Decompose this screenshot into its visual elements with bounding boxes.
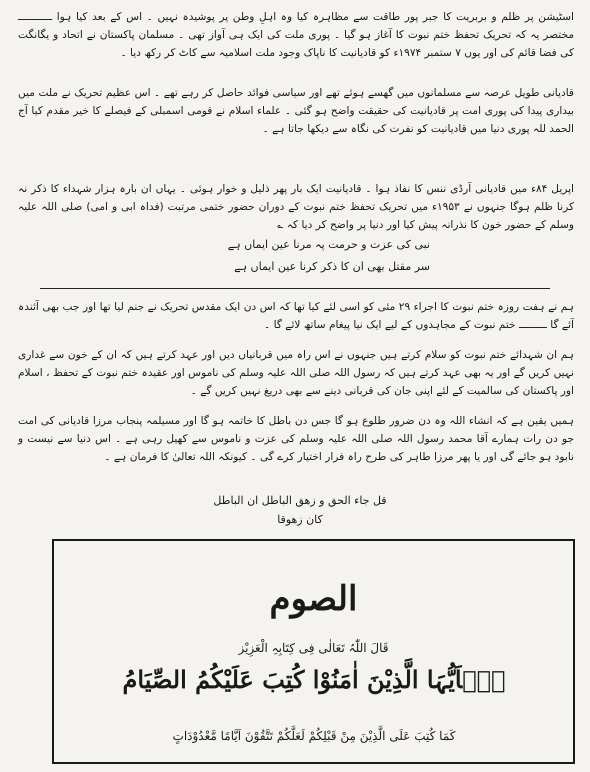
section-divider: [40, 288, 550, 289]
closing-verse-line-2: کان زھوقا: [277, 513, 323, 526]
box-verse: یٰۤاَیُّہَا الَّذِیْنَ اٰمَنُوْا کُتِبَ عَلَیْکُمُ الصِّیَامُ: [122, 665, 506, 694]
couplet-line-2: سر مقتل بھی ان کا ذکر کرنا عین ایماں ہے: [234, 260, 430, 273]
paragraph-1: اسٹیشن پر ظلم و بربریت کا جبر پور طاقت سے مظاہرہ کیا وہ اہلِ وطن پر پوشیدہ نہیں ۔ اس کے بعد کیا ہوا ـــــــــــ مختصر یہ کہ تحریک تحفظ ختم نبوت کا آغاز ہو گیا ۔ پوری ملت کی ایک ہی آواز تھی ۔ مسلمان پاکستان نے اتحاد و یگانگت کی فضا قائم کی اور یوں ۷ ستمبر ۱۹۷۴ء کو قادیانیت کا ناپاک وجود ملت اسلامیہ سے کاٹ کر رکھ دیا ۔: [18, 11, 574, 59]
paragraph-2: قادیانی طویل عرصہ سے مسلمانوں میں گھسے ہوئے تھے اور سیاسی فوائد حاصل کر رہے تھے ۔ اس عظیم تحریک نے ملت میں بیداری پیدا کی پوری امت پر قادیانیت کی حقیقت واضح ہو گئی ۔ علماء اسلام نے قومی اسمبلی کے فیصلے کا خیر مقدم کیا آج الحمد للہ پوری دنیا میں قادیانیت کو نفرت کی نگاہ سے دیکھا جاتا ہے ۔: [18, 87, 574, 135]
paragraph-4: ہم نے ہفت روزہ ختم نبوت کا اجراء ۲۹ مئی کو اسی لئے کیا تھا کہ اس دن ایک مقدس تحریک نے جنم لیا تھا اور جب بھی آئندہ آئے گا ـــــــــ ختم نبوت کے مجاہدوں کے لیے ایک نیا پیغام ساتھ لائے گا ۔: [18, 301, 574, 331]
closing-verse-line-1: قل جاء الحق و زھق الباطل ان الباطل: [213, 494, 387, 507]
box-title: الصوم: [269, 579, 358, 619]
paragraph-5: ہم ان شہدائے ختم نبوت کو سلام کرتے ہیں جنہوں نے اس راہ میں قربانیاں دیں اور عہد کرتے ہیں کہ ان کے خون سے غداری نہیں کریں گے اور یہ بھی عہد کرتے ہیں کہ رسول اللہ صلی اللہ علیہ وسلم کی ناموس اور عقیدہ ختم نبوت کے تحفظ ، اسلام اور پاکستان کی سالمیت کے لئے اپنی جان کی قربانی دینے سے بھی دریغ نہیں کریں گے ۔: [18, 349, 574, 397]
paragraph-3: اپریل ۸۴ء میں قادیانی آرڈی ننس کا نفاذ ہوا ۔ قادیانیت ایک بار پھر ذلیل و خوار ہوئی ۔ یہاں ان بارہ ہزار شہداء کا ذکر نہ کرنا ظلم ہوگا جنہوں نے ۱۹۵۳ء میں تحریک تحفظ ختم نبوت کے دوران حضور ختمی مرتبت (فداہ ابی و امی) صلی اللہ علیہ وسلم کے حضور خون کا نذرانہ پیش کیا اور دنیا پر واضح کر دیا کہ ؎: [18, 183, 575, 231]
box-verse-continuation: کَمَا کُتِبَ عَلَی الَّذِیْنَ مِنْ قَبْلِکُمْ لَعَلَّکُمْ تَتَّقُوْنَ اَیَّامًا مَّعْدُوْدَاتٍ: [172, 729, 456, 743]
quran-verse-box: [52, 539, 575, 764]
paragraph-6: ہمیں یقین ہے کہ انشاء اللہ وہ دن ضرور طلوع ہو گا جس دن باطل کا خاتمہ ہو گا اور مسیلمہ پنجاب مرزا قادیانی کی امت جو دن رات ہمارے آقا محمد رسول اللہ صلی اللہ علیہ وسلم کی عزت و ناموس سے کھیل رہی ہے ۔ اس دنیا سے نیست و نابود ہو جائے گی اور یا پھر مرزا طاہر کی طرح راہ فرار اختیار کرے گی ۔ کیونکہ اللہ تعالیٰ کا فرمان ہے ۔: [18, 415, 574, 463]
box-intro: قَالَ اللّٰہُ تَعَالٰی فِی کِتَابِہِ الْعَزِیْز: [238, 641, 389, 655]
couplet-line-1: نبی کی عزت و حرمت پہ مرنا عین ایماں ہے: [227, 238, 430, 251]
